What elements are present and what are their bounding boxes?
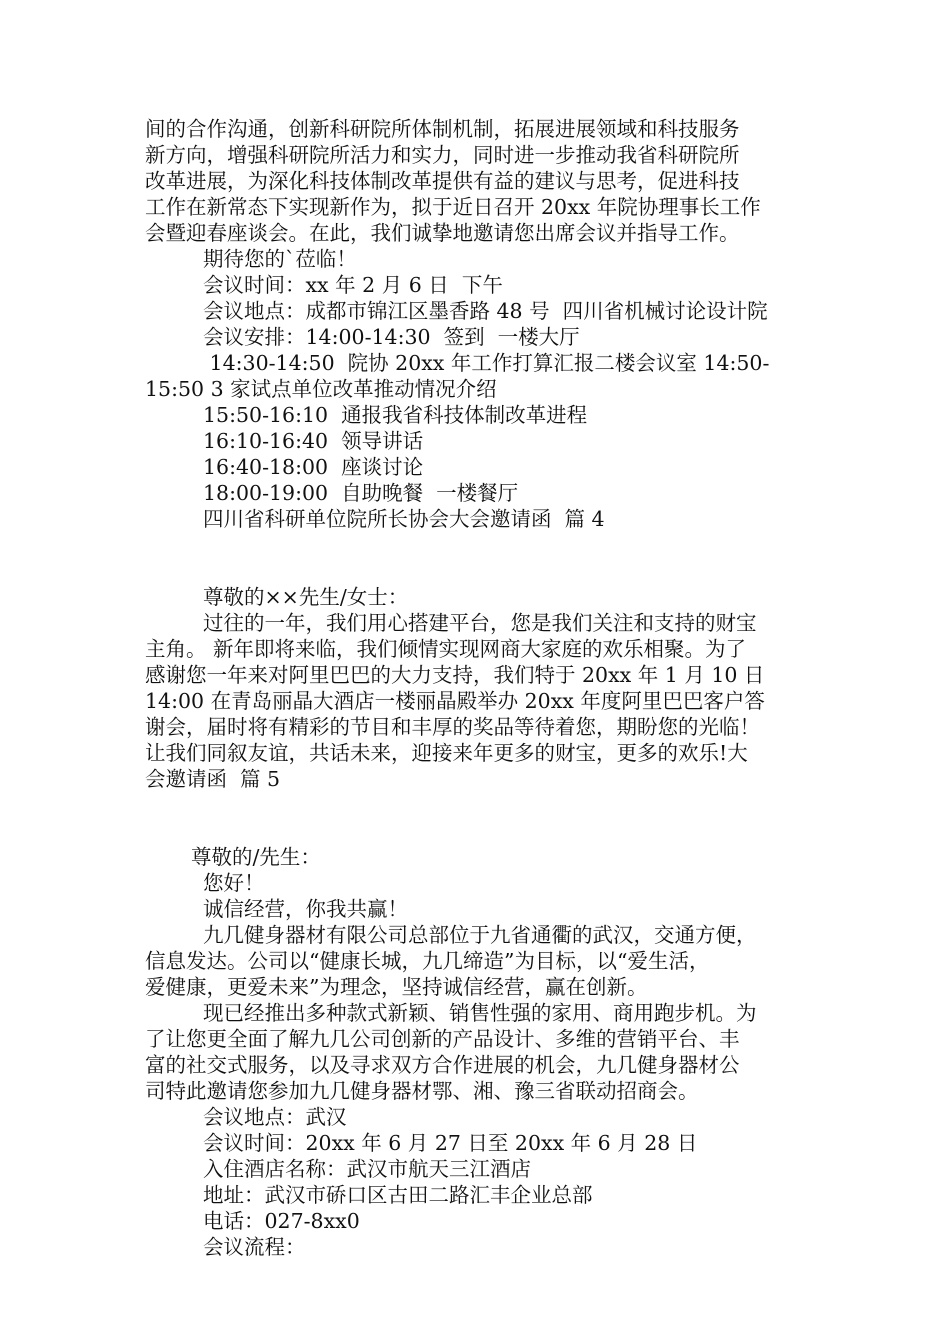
document-page xyxy=(145,116,810,1260)
closing-line: 期待您的`莅临！ xyxy=(203,247,357,271)
body-line: 了让您更全面了解九几公司创新的产品设计、多维的营销平台、丰 xyxy=(145,1027,740,1051)
schedule-item: 16:10-16:40 领导讲话 xyxy=(203,429,424,453)
detail-phone: 电话：027-8xx0 xyxy=(203,1209,360,1233)
detail-time: 会议时间：20xx 年 6 月 27 日至 20xx 年 6 月 28 日 xyxy=(203,1131,698,1155)
body-line: 过往的一年，我们用心搭建平台，您是我们关注和支持的财宝 xyxy=(203,611,757,635)
detail-process: 会议流程： xyxy=(203,1235,306,1259)
body-line: 富的社交式服务，以及寻求双方合作进展的机会，九几健身器材公 xyxy=(145,1053,740,1077)
salutation: 尊敬的××先生/女士： xyxy=(203,585,409,609)
body-line: 司特此邀请您参加九几健身器材鄂、湘、豫三省联动招商会。 xyxy=(145,1079,699,1103)
schedule-heading: 会议安排：14:00-14:30 签到 一楼大厅 xyxy=(203,325,580,349)
body-line: 信息发达。公司以“健康长城，九几缔造”为目标，以“爱生活， xyxy=(145,949,710,973)
schedule-item: 16:40-18:00 座谈讨论 xyxy=(203,455,424,479)
schedule-item: 18:00-19:00 自助晚餐 一楼餐厅 xyxy=(203,481,519,505)
body-line: 14:00 在青岛丽晶大酒店一楼丽晶殿举办 20xx 年度阿里巴巴客户答 xyxy=(145,689,765,713)
body-line: 让我们同叙友谊，共话未来，迎接来年更多的财宝，更多的欢乐!大 xyxy=(145,741,748,765)
section-gap xyxy=(145,532,810,584)
body-line: 主角。 新年即将来临，我们倾情实现网商大家庭的欢乐相聚。为了 xyxy=(145,637,747,661)
body-line: 新方向，增强科研院所活力和实力，同时进一步推动我省科研院所 xyxy=(145,143,740,167)
detail-hotel: 入住酒店名称：武汉市航天三江酒店 xyxy=(203,1157,531,1181)
schedule-item: 15:50-16:10 通报我省科技体制改革进程 xyxy=(203,403,588,427)
body-line: 感谢您一年来对阿里巴巴的大力支持，我们特于 20xx 年 1 月 10 日 xyxy=(145,663,765,687)
schedule-line: 14:30-14:50 院协 20xx 年工作打算汇报二楼会议室 14:50- xyxy=(203,351,770,375)
section-gap xyxy=(145,792,810,844)
slogan: 诚信经营，你我共赢！ xyxy=(203,897,408,921)
section-title: 四川省科研单位院所长协会大会邀请函 篇 4 xyxy=(203,507,605,531)
body-line: 谢会，届时将有精彩的节目和丰厚的奖品等待着您，期盼您的光临！ xyxy=(145,715,760,739)
body-line: 现已经推出多种款式新颖、销售性强的家用、商用跑步机。为 xyxy=(203,1001,757,1025)
meeting-time: 会议时间：xx 年 2 月 6 日 下午 xyxy=(203,273,503,297)
body-line: 改革进展，为深化科技体制改革提供有益的建议与思考，促进科技 xyxy=(145,169,740,193)
body-line: 工作在新常态下实现新作为，拟于近日召开 20xx 年院协理事长工作 xyxy=(145,195,761,219)
detail-address: 地址：武汉市硚口区古田二路汇丰企业总部 xyxy=(203,1183,593,1207)
schedule-line: 15:50 3 家试点单位改革推动情况介绍 xyxy=(145,377,497,401)
meeting-place: 会议地点：成都市锦江区墨香路 48 号 四川省机械讨论设计院 xyxy=(203,299,768,323)
section-title: 会邀请函 篇 5 xyxy=(145,767,281,791)
greeting: 您好！ xyxy=(203,871,265,895)
body-line: 爱健康，更爱未来”为理念，坚持诚信经营，赢在创新。 xyxy=(145,975,648,999)
body-line: 间的合作沟通，创新科研院所体制机制，拓展进展领域和科技服务 xyxy=(145,117,740,141)
detail-place: 会议地点：武汉 xyxy=(203,1105,347,1129)
salutation: 尊敬的/先生： xyxy=(191,845,321,869)
body-line: 九几健身器材有限公司总部位于九省通衢的武汉，交通方便， xyxy=(203,923,757,947)
body-line: 会暨迎春座谈会。在此，我们诚挚地邀请您出席会议并指导工作。 xyxy=(145,221,740,245)
